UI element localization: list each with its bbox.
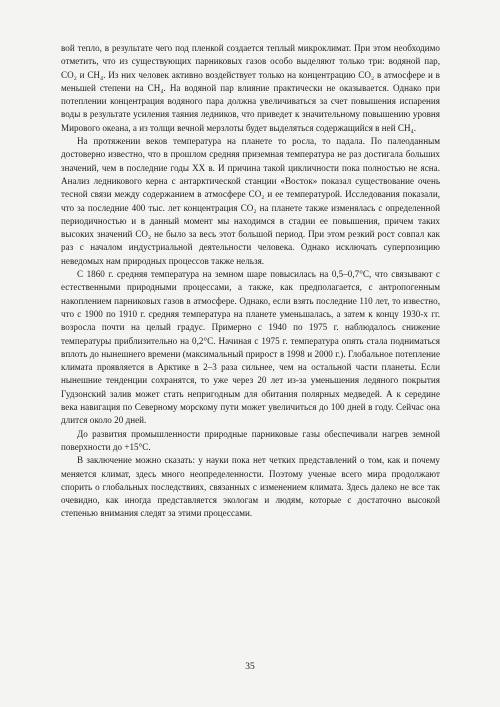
paragraph-temperature-history: На протяжении веков температура на планете то росла, то падала. По палеоданным достоверно известно, что в прошлом средняя приземная температура не раз достигала больших значений, чем в последние годы XX в. И причина такой цикличности пока полностью не ясна. Анализ ледникового керна с антарктической станции «Восток» показал существование очень тесной связи между содержанием в атмосфере CO₂ и ее температурой. Исследования показали, что за последние 400 тыс. лет концентрация CO₂ на планете также изменялась с определенной периодичностью и в данный момент мы находимся в стадии ее повышения, причем таких высоких значений CO₂ не было за весь этот большой период. При этом резкий рост совпал как раз с началом индустриальной деятельности человека. Однако исключать суперпозицию неведомых нам природных процессов также нельзя. [61,136,440,266]
page-number: 35 [245,662,255,672]
paragraph-continuation: вой тепло, в результате чего под пленкой создается теплый микроклимат. При этом необходимо отметить, что из существующих парниковых газов особо выделяют только три: водяной пар, CO₂ и CH₄. Из них человек активно воздействует только на концентрацию CO₂ в атмосфере и в меньшей степени на CH₄. На водяной пар влияние практически не оказывается. Однако при потеплении концентрация водяного пара должна увеличиваться за счет повышения испарения воды в результате усиления таяния ледников, что приведет к значительному повышению уровня Мирового океана, а из толщи вечной мерзлоты будет выделяться содержащийся в ней CH₄. [61,43,440,133]
paragraph-conclusion: В заключение можно сказать: у науки пока нет четких представлений о том, как и почему меняется климат, здесь много неопределенности. Поэтому ученые всего мира продолжают спорить о глобальных последствиях, связанных с изменением климата. Здесь далеко не все так очевидно, как иногда представляется экологам и людям, которые с достаточно высокой степенью внимания следят за этими процессами. [61,455,440,519]
body-text [61,42,440,521]
paragraph-natural-greenhouse: До развития промышленности природные парниковые газы обеспечивали нагрев земной поверхности до +15°С. [61,428,440,452]
paragraph-temperature-since-1860: С 1860 г. средняя температура на земном шаре повысилась на 0,5–0,7°С, что связывают с естественными природными процессами, а также, как предполагается, с антропогенным накоплением парниковых газов в атмосфере. Однако, если взять последние 110 лет, то известно, что с 1900 по 1910 г. средняя температура на планете уменьшалась, а затем к концу 1930-х гг. возросла почти на целый градус. Примерно с 1940 по 1975 г. наблюдалось снижение температуры приблизительно на 0,2°С. Начиная с 1975 г. температура опять стала подниматься вплоть до нынешнего времени (максимальный прирост в 1998 и 2000 г.). Глобальное потепление климата проявляется в Арктике в 2–3 раза сильнее, чем на остальной части планеты. Если нынешние тенденции сохранятся, то уже через 20 лет из-за уменьшения ледяного покрытия Гудзонский залив может стать непригодным для обитания полярных медведей. А к середине века навигация по Северному морскому пути может увеличиться до 100 дней в году. Сейчас она длится около 20 дней. [61,269,440,426]
